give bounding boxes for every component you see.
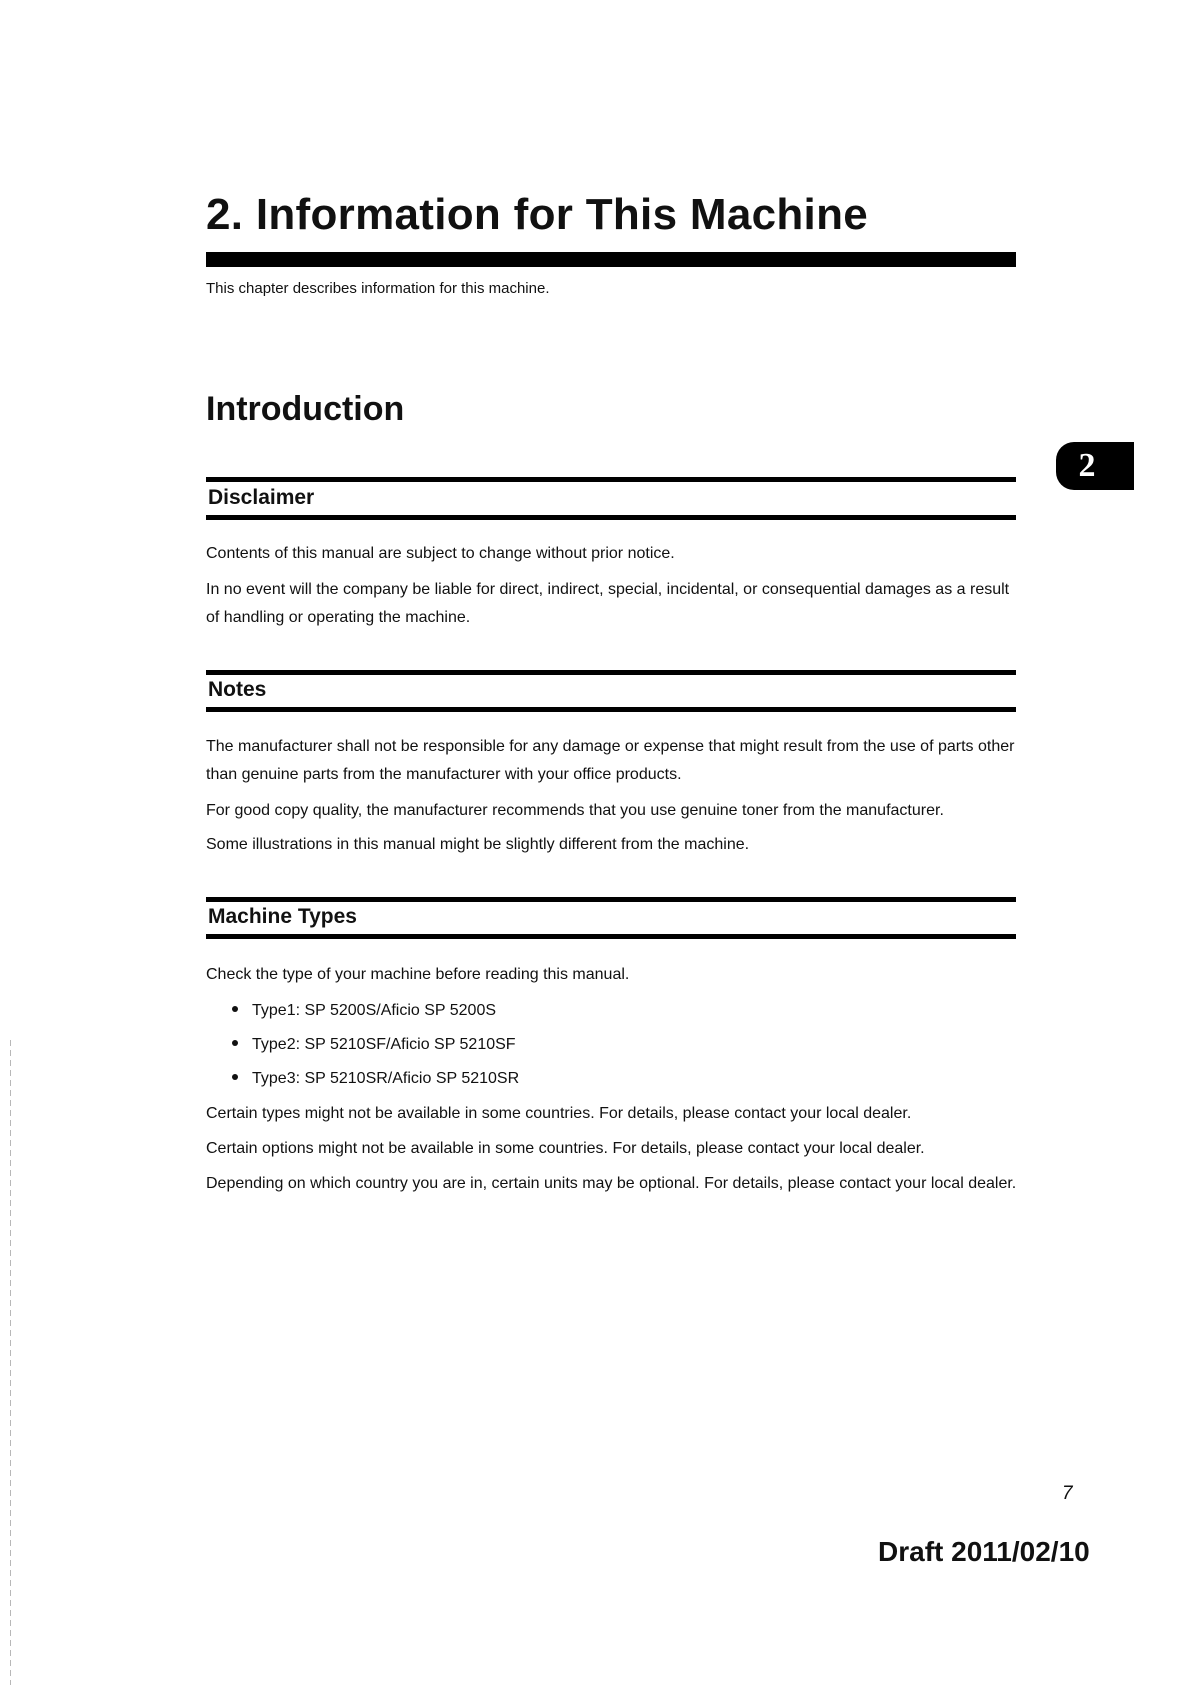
chapter-tab-badge: 2 <box>1056 442 1134 490</box>
machine-types-paragraph: Depending on which country you are in, certain units may be optional. For details, please contact your local dealer. <box>206 1175 1017 1192</box>
scan-edge-line <box>10 1040 11 1685</box>
notes-bottom-rule <box>206 707 1016 712</box>
bullet-icon <box>232 1006 238 1012</box>
bullet-icon <box>232 1074 238 1080</box>
disclaimer-top-rule <box>206 477 1016 482</box>
notes-paragraph: For good copy quality, the manufacturer recommends that you use genuine toner from the manufacturer. <box>206 802 944 819</box>
machine-types-intro: Check the type of your machine before reading this manual. <box>206 966 630 983</box>
disclaimer-paragraph: Contents of this manual are subject to change without prior notice. <box>206 545 675 562</box>
page-number: 7 <box>1062 1483 1073 1504</box>
notes-paragraph: Some illustrations in this manual might be slightly different from the machine. <box>206 836 750 853</box>
machine-type-label: Type2: SP 5210SF/Aficio SP 5210SF <box>252 1036 516 1053</box>
machine-types-top-rule <box>206 897 1016 902</box>
draft-stamp: Draft 2011/02/10 <box>878 1536 1090 1567</box>
disclaimer-heading: Disclaimer <box>208 486 315 509</box>
list-item <box>232 1070 519 1088</box>
bullet-icon <box>232 1040 238 1046</box>
machine-types-paragraph: Certain options might not be available in some countries. For details, please contact your local dealer. <box>206 1140 925 1157</box>
machine-type-label: Type1: SP 5200S/Aficio SP 5200S <box>252 1002 497 1019</box>
disclaimer-paragraph: In no event will the company be liable for direct, indirect, special, incidental, or consequential damages as a result of handling or operating the machine. <box>206 581 1010 626</box>
chapter-title-bar <box>206 252 1016 267</box>
chapter-title: 2. Information for This Machine <box>206 190 869 239</box>
disclaimer-bottom-rule <box>206 515 1016 520</box>
machine-type-label: Type3: SP 5210SR/Aficio SP 5210SR <box>252 1070 520 1087</box>
chapter-description: This chapter describes information for this machine. <box>206 280 550 297</box>
machine-types-heading: Machine Types <box>208 905 357 928</box>
machine-types-paragraph: Certain types might not be available in some countries. For details, please contact your local dealer. <box>206 1105 912 1122</box>
machine-types-bottom-rule <box>206 934 1016 939</box>
notes-paragraph: The manufacturer shall not be responsible for any damage or expense that might result from the use of parts other than genuine parts from the manufacturer with your office products. <box>206 738 1015 783</box>
notes-heading: Notes <box>208 678 267 701</box>
notes-top-rule <box>206 670 1016 675</box>
section-title-introduction: Introduction <box>206 390 405 428</box>
list-item <box>232 1002 496 1020</box>
list-item <box>232 1036 516 1054</box>
